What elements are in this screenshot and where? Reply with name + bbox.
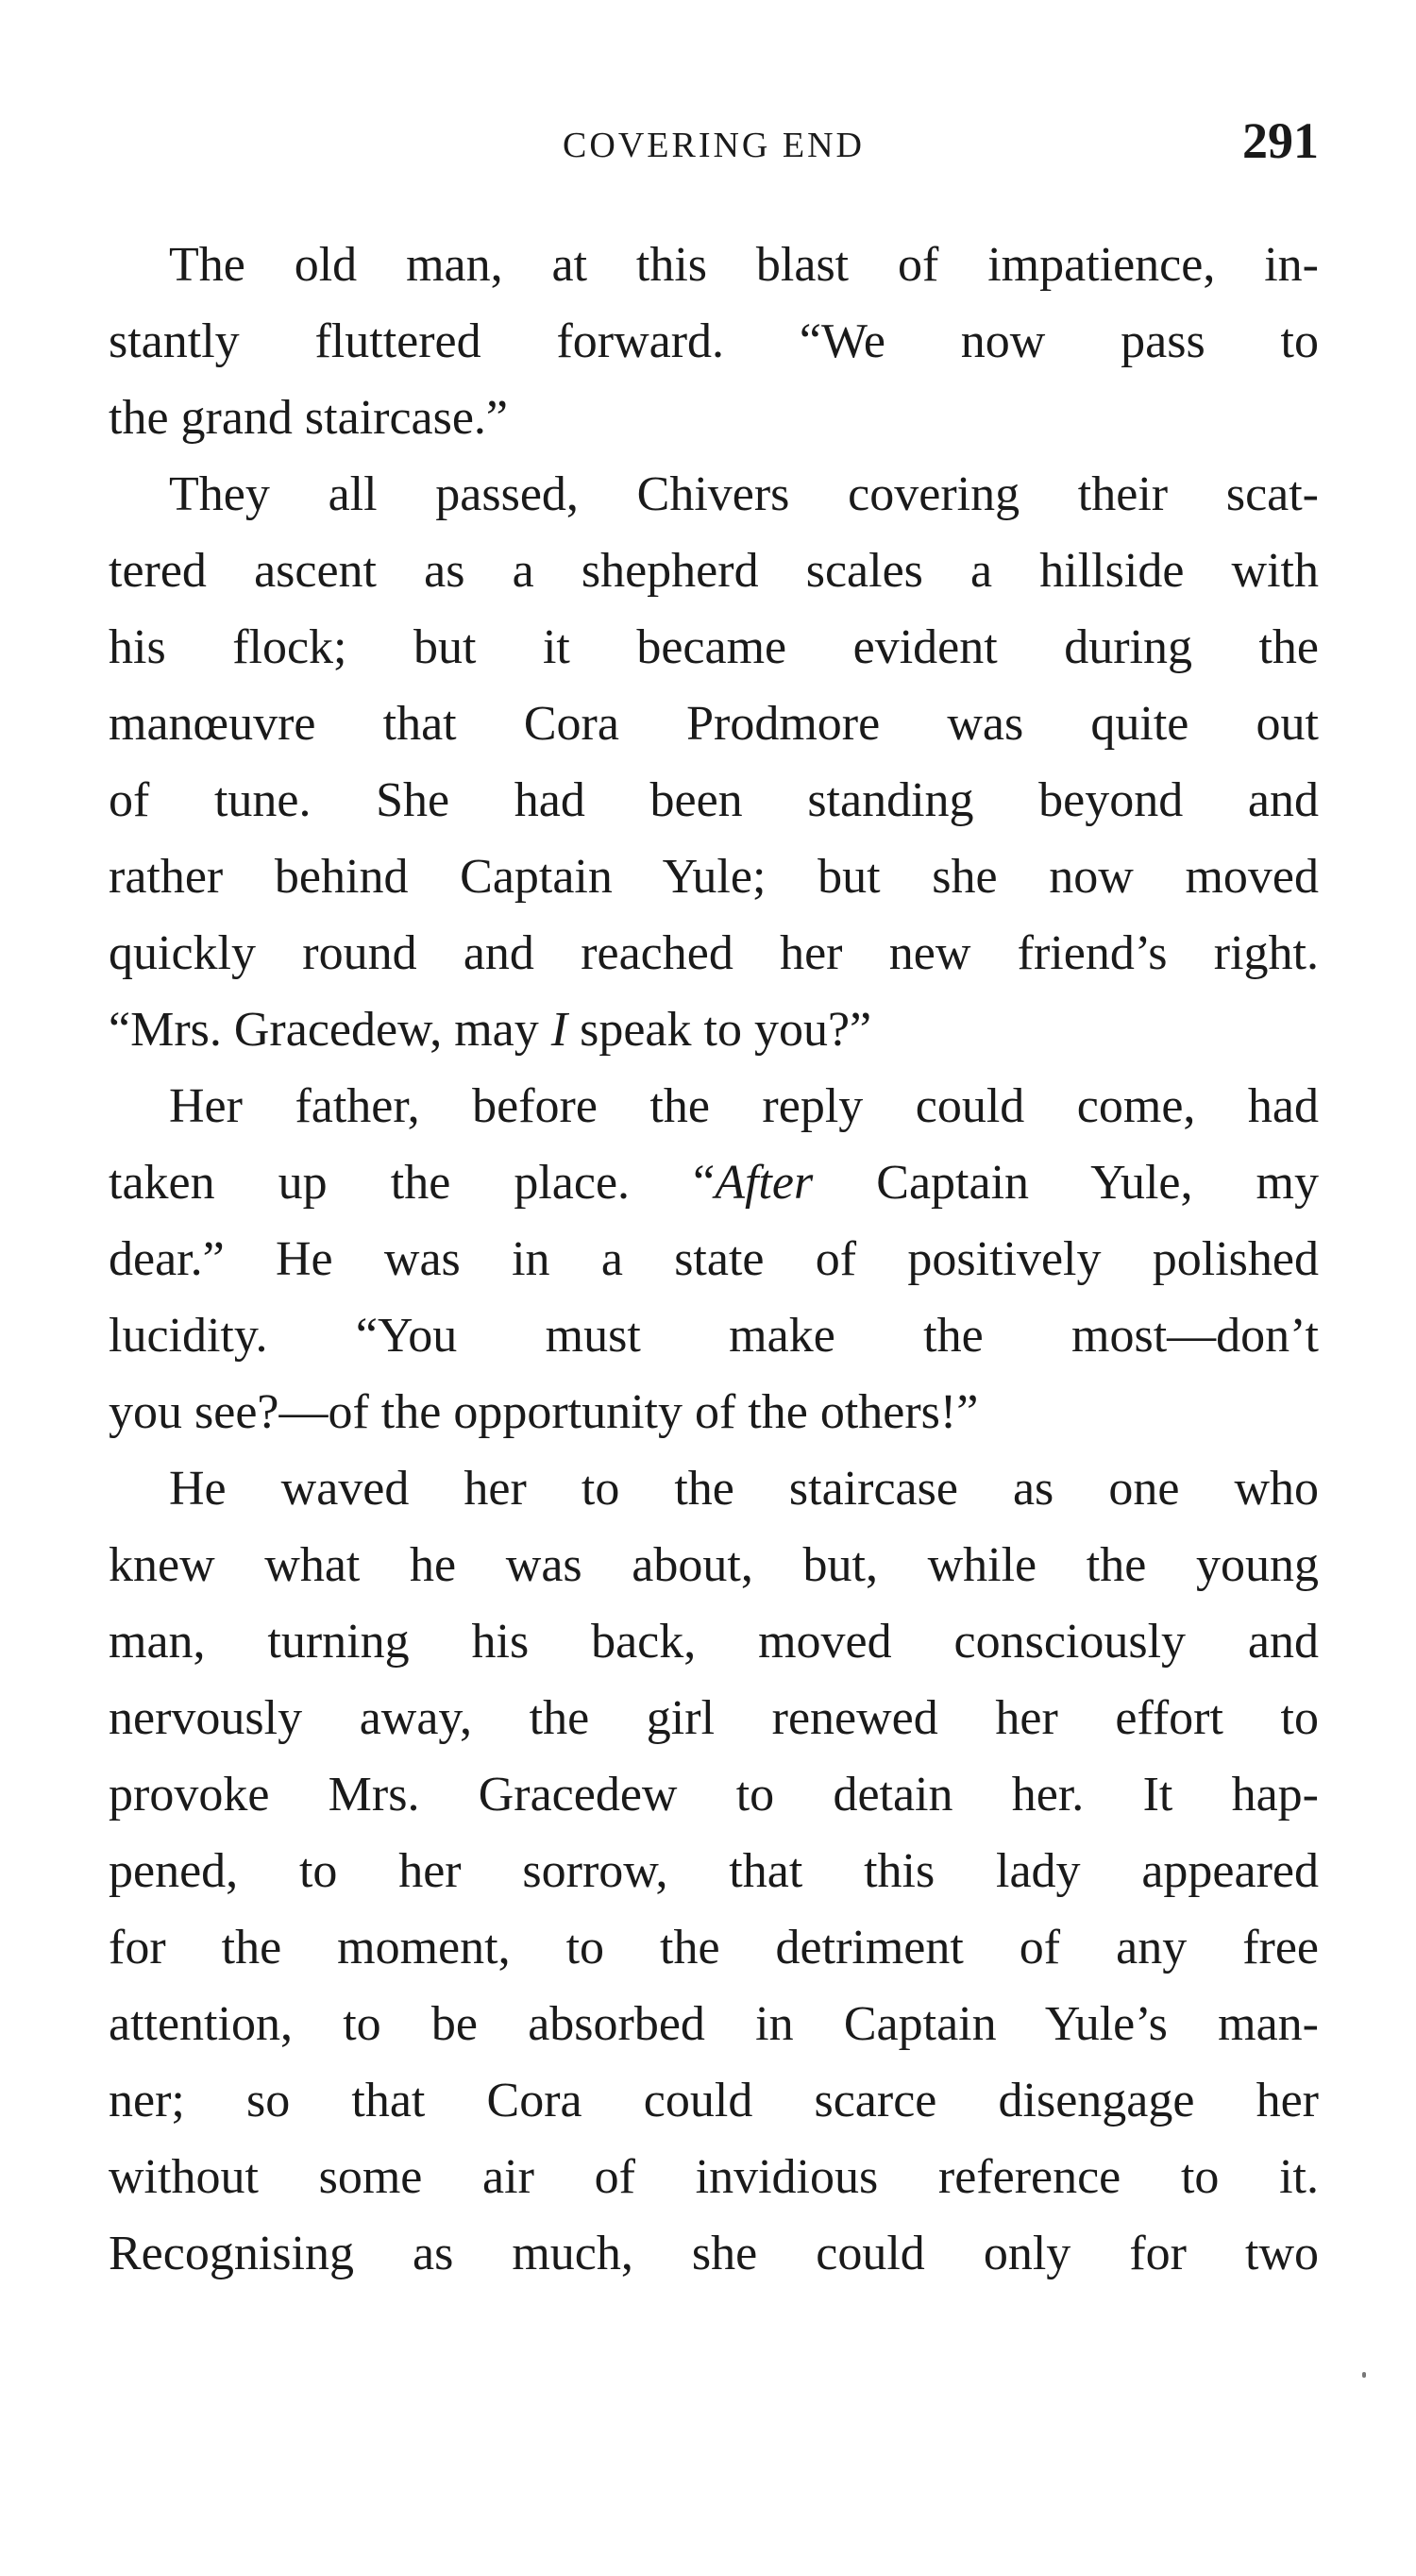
paragraph-4: [109, 1450, 1319, 2292]
text-line: attention, to be absorbed in Captain Yule’s man-: [109, 1997, 1319, 2051]
running-title: COVERING END: [563, 126, 865, 165]
text-segment: speak to you?”: [580, 1003, 872, 1057]
text-line: the grand staircase.”: [109, 391, 509, 445]
text-line: [109, 991, 1319, 1068]
text-segment: taken up the place. “: [109, 1156, 716, 1210]
text-segment: “Mrs. Gracedew, may: [109, 1003, 551, 1057]
page-number: 291: [1242, 112, 1319, 169]
text-segment: Captain Yule, my: [876, 1156, 1319, 1210]
text-line: Her father, before the reply could come, had: [169, 1079, 1319, 1133]
text-line: knew what he was about, but, while the young: [109, 1538, 1319, 1592]
text-line: They all passed, Chivers covering their scat-: [169, 467, 1319, 521]
text-line: his flock; but it became evident during the: [109, 620, 1319, 674]
text-line: provoke Mrs. Gracedew to detain her. It hap-: [109, 1768, 1319, 1822]
italic-word: After: [715, 1156, 814, 1210]
text-line: dear.” He was in a state of positively polished: [109, 1232, 1319, 1286]
text-line: tered ascent as a shepherd scales a hillside with: [109, 544, 1319, 598]
italic-word: I: [550, 1003, 568, 1057]
text-line: lucidity. “You must make the most—don’t: [109, 1309, 1319, 1363]
body-text: [109, 227, 1319, 2292]
paragraph-3: [109, 1068, 1319, 1450]
text-line: quickly round and reached her new friend’s right.: [109, 926, 1319, 980]
text-line: without some air of invidious reference to it.: [109, 2150, 1319, 2204]
text-line: for the moment, to the detriment of any free: [109, 1921, 1319, 1974]
text-line: rather behind Captain Yule; but she now moved: [109, 850, 1319, 904]
text-line: man, turning his back, moved consciously and: [109, 1615, 1319, 1669]
text-line: stantly fluttered forward. “We now pass to: [109, 314, 1319, 368]
text-line: He waved her to the staircase as one who: [169, 1462, 1319, 1516]
ink-speck: [1362, 2372, 1366, 2378]
paragraph-1: [109, 227, 1319, 456]
running-head: [109, 111, 1319, 178]
paragraph-2: [109, 456, 1319, 1068]
text-line: ner; so that Cora could scarce disengage her: [109, 2074, 1319, 2127]
text-line: The old man, at this blast of impatience, in-: [169, 238, 1319, 292]
text-line: [109, 1144, 1319, 1221]
text-line: you see?—of the opportunity of the others!”: [109, 1385, 979, 1439]
text-line: Recognising as much, she could only for two: [109, 2227, 1319, 2280]
text-line: manœuvre that Cora Prodmore was quite out: [109, 697, 1319, 751]
text-line: pened, to her sorrow, that this lady appeared: [109, 1844, 1319, 1898]
text-line: nervously away, the girl renewed her effort to: [109, 1691, 1319, 1745]
text-line: of tune. She had been standing beyond and: [109, 773, 1319, 827]
